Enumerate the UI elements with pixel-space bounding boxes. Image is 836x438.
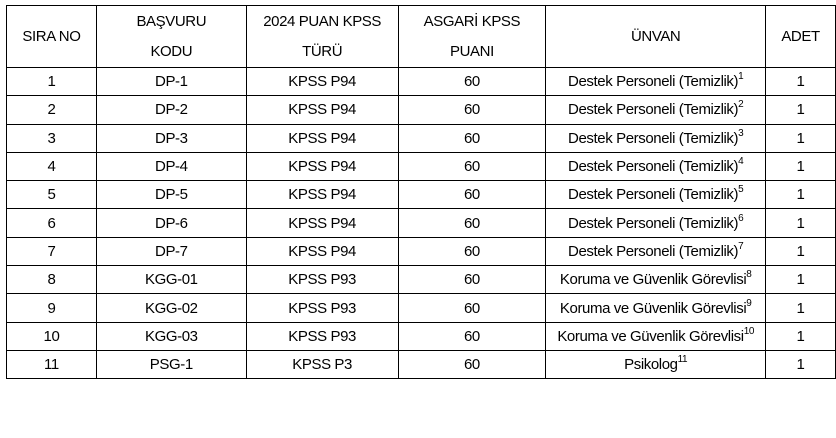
puan-turu-cell: KPSS P94 (246, 152, 398, 180)
asgari-puan-cell: 60 (398, 209, 546, 237)
asgari-puan-cell: 60 (398, 266, 546, 294)
unvan-cell: Destek Personeli (Temizlik)$^4$ (546, 152, 766, 180)
table-row (7, 350, 836, 378)
adet-cell: 1 (766, 266, 836, 294)
footnote-marker: 7 (738, 240, 744, 252)
footnote-marker: 2 (738, 99, 744, 111)
sira-no-cell: 2 (7, 96, 97, 124)
asgari-puan-cell: 60 (398, 294, 546, 322)
unvan-cell: Destek Personeli (Temizlik)$^6$ (546, 209, 766, 237)
asgari-puan-cell: 60 (398, 237, 546, 265)
sira-no-cell: 11 (7, 350, 97, 378)
sira-no-cell: 3 (7, 124, 97, 152)
footnote-marker: 4 (738, 156, 744, 168)
basvuru-kodu-cell: DP-1 (96, 68, 246, 96)
sira-no-cell: 5 (7, 181, 97, 209)
asgari-puan-cell: 60 (398, 350, 546, 378)
puan-turu-cell: KPSS P94 (246, 124, 398, 152)
unvan-cell: Destek Personeli (Temizlik)$^5$ (546, 181, 766, 209)
footnote-marker: 1 (738, 71, 744, 83)
header-sira-no: SIRA NO (7, 6, 97, 68)
asgari-puan-cell: 60 (398, 181, 546, 209)
footnote-marker: 9 (746, 297, 752, 309)
adet-cell: 1 (766, 350, 836, 378)
table-body (7, 68, 836, 379)
sira-no-cell: 1 (7, 68, 97, 96)
asgari-puan-cell: 60 (398, 96, 546, 124)
puan-turu-cell: KPSS P94 (246, 209, 398, 237)
basvuru-kodu-cell: DP-2 (96, 96, 246, 124)
adet-cell: 1 (766, 209, 836, 237)
table-row (7, 209, 836, 237)
adet-cell: 1 (766, 322, 836, 350)
table-row (7, 294, 836, 322)
header-unvan: ÜNVAN (546, 6, 766, 68)
basvuru-kodu-cell: KGG-01 (96, 266, 246, 294)
footnote-marker: 6 (738, 212, 744, 224)
unvan-cell: Destek Personeli (Temizlik)$^1$ (546, 68, 766, 96)
basvuru-kodu-cell: DP-3 (96, 124, 246, 152)
footnote-marker: 3 (738, 127, 744, 139)
table-row (7, 124, 836, 152)
sira-no-cell: 4 (7, 152, 97, 180)
adet-cell: 1 (766, 237, 836, 265)
asgari-puan-cell: 60 (398, 124, 546, 152)
header-row (7, 6, 836, 68)
table-row (7, 266, 836, 294)
footnote-marker: 10 (743, 325, 755, 337)
table-row (7, 237, 836, 265)
footnote-marker: 8 (746, 269, 752, 281)
table-row (7, 322, 836, 350)
adet-cell: 1 (766, 124, 836, 152)
header-asgari-puan: ASGARİ KPSS PUANI (398, 6, 546, 68)
unvan-cell: Koruma ve Güvenlik Görevlisi$^8$ (546, 266, 766, 294)
sira-no-cell: 10 (7, 322, 97, 350)
basvuru-kodu-cell: DP-7 (96, 237, 246, 265)
asgari-puan-cell: 60 (398, 322, 546, 350)
asgari-puan-cell: 60 (398, 68, 546, 96)
sira-no-cell: 6 (7, 209, 97, 237)
footnote-marker: 11 (677, 354, 688, 366)
puan-turu-cell: KPSS P94 (246, 181, 398, 209)
unvan-cell: Destek Personeli (Temizlik)$^2$ (546, 96, 766, 124)
sira-no-cell: 7 (7, 237, 97, 265)
puan-turu-cell: KPSS P94 (246, 237, 398, 265)
sira-no-cell: 9 (7, 294, 97, 322)
unvan-cell: Destek Personeli (Temizlik)$^3$ (546, 124, 766, 152)
adet-cell: 1 (766, 68, 836, 96)
header-basvuru-kodu: BAŞVURU KODU (96, 6, 246, 68)
header-puan-turu: 2024 PUAN KPSS TÜRÜ (246, 6, 398, 68)
sira-no-cell: 8 (7, 266, 97, 294)
puan-turu-cell: KPSS P93 (246, 266, 398, 294)
table-row (7, 181, 836, 209)
puan-turu-cell: KPSS P93 (246, 294, 398, 322)
basvuru-kodu-cell: DP-6 (96, 209, 246, 237)
unvan-cell: Destek Personeli (Temizlik)$^7$ (546, 237, 766, 265)
puan-turu-cell: KPSS P3 (246, 350, 398, 378)
adet-cell: 1 (766, 152, 836, 180)
basvuru-kodu-cell: DP-4 (96, 152, 246, 180)
unvan-cell: Psikolog$^{11}$ (546, 350, 766, 378)
unvan-cell: Koruma ve Güvenlik Görevlisi$^9$ (546, 294, 766, 322)
footnote-marker: 5 (738, 184, 744, 196)
adet-cell: 1 (766, 96, 836, 124)
asgari-puan-cell: 60 (398, 152, 546, 180)
puan-turu-cell: KPSS P94 (246, 96, 398, 124)
puan-turu-cell: KPSS P94 (246, 68, 398, 96)
puan-turu-cell: KPSS P93 (246, 322, 398, 350)
table-row (7, 152, 836, 180)
adet-cell: 1 (766, 294, 836, 322)
header-adet: ADET (766, 6, 836, 68)
unvan-cell: Koruma ve Güvenlik Görevlisi$^{10}$ (546, 322, 766, 350)
positions-table (6, 5, 836, 379)
basvuru-kodu-cell: KGG-03 (96, 322, 246, 350)
basvuru-kodu-cell: PSG-1 (96, 350, 246, 378)
adet-cell: 1 (766, 181, 836, 209)
table-row (7, 68, 836, 96)
basvuru-kodu-cell: DP-5 (96, 181, 246, 209)
basvuru-kodu-cell: KGG-02 (96, 294, 246, 322)
table-row (7, 96, 836, 124)
